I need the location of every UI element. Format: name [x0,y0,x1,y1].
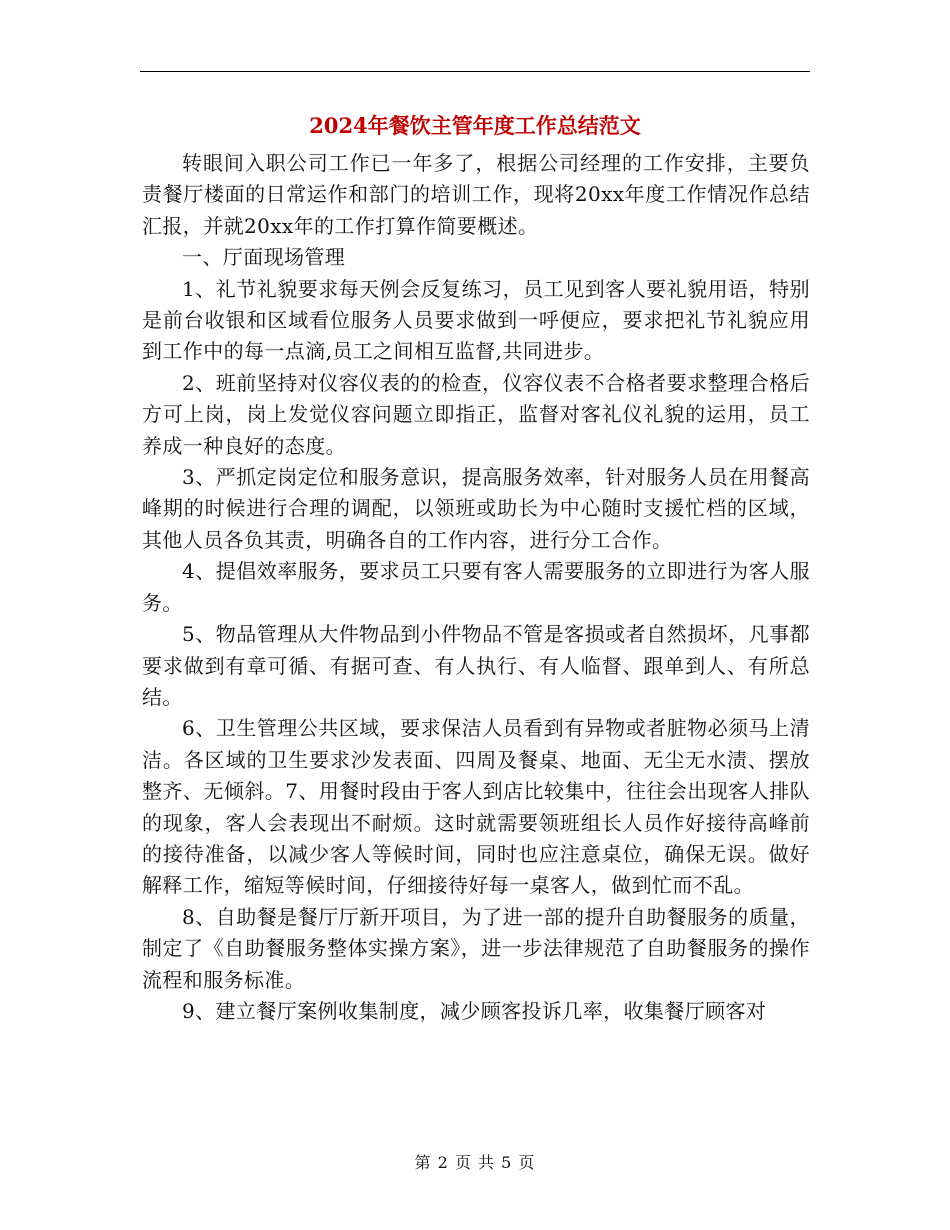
paragraph-item-2: 2、班前坚持对仪容仪表的的检查，仪容仪表不合格者要求整理合格后方可上岗，岗上发觉仪容问题立即指正，监督对客礼仪礼貌的运用，员工养成一种良好的态度。 [142,370,810,458]
paragraph-item-9: 9、建立餐厅案例收集制度，减少顾客投诉几率，收集餐厅顾客对 [182,998,767,1023]
paragraph-item-1: 1、礼节礼貌要求每天例会反复练习，员工见到客人要礼貌用语，特别是前台收银和区域看位服务人员要求做到一呼便应，要求把礼节礼貌应用到工作中的每一点滴,员工之间相互监督,共同进步。 [142,276,810,364]
document-body [142,148,810,1027]
section-heading: 一、厅面现场管理 [182,245,346,270]
paragraph-item-5: 5、物品管理从大件物品到小件物品不管是客损或者自然损坏，凡事都要求做到有章可循、有据可查、有人执行、有人临督、跟单到人、有所总结。 [142,622,810,709]
paragraph-item-8: 8、自助餐是餐厅厅新开项目，为了进一部的提升自助餐服务的质量，制定了《自助餐服务整体实操方案》，进一步法律规范了自助餐服务的操作流程和服务标准。 [142,904,810,992]
header-rule [140,71,810,72]
paragraph-item-3: 3、严抓定岗定位和服务意识，提高服务效率，针对服务人员在用餐高峰期的时候进行合理的调配，以领班或助长为中心随时支援忙档的区域，其他人员各负其责，明确各自的工作内容，进行分工合作。 [142,465,810,552]
paragraph-intro: 转眼间入职公司工作已一年多了，根据公司经理的工作安排，主要负责餐厅楼面的日常运作和部门的培训工作，现将20xx年度工作情况作总结汇报，并就20xx年的工作打算作简要概述。 [142,151,810,238]
paragraph-item-4: 4、提倡效率服务，要求员工只要有客人需要服务的立即进行为客人服务。 [142,559,810,615]
page-footer: 第 2 页 共 5 页 [414,1153,536,1172]
document-title: 2024年餐饮主管年度工作总结范文 [309,113,641,138]
paragraph-item-6-7: 6、卫生管理公共区域，要求保洁人员看到有异物或者脏物必须马上清洁。各区域的卫生要求沙发表面、四周及餐桌、地面、无尘无水渍、摆放整齐、无倾斜。7、用餐时段由于客人到店比较集中，往往会出现客人排队的现象，客人会表现出不耐烦。这时就需要领班组长人员作好接待高峰前的接待准备，以减少客人等候时间，同时也应注意桌位，确保无误。做好解释工作，缩短等候时间，仔细接待好每一桌客人，做到忙而不乱。 [142,716,810,898]
